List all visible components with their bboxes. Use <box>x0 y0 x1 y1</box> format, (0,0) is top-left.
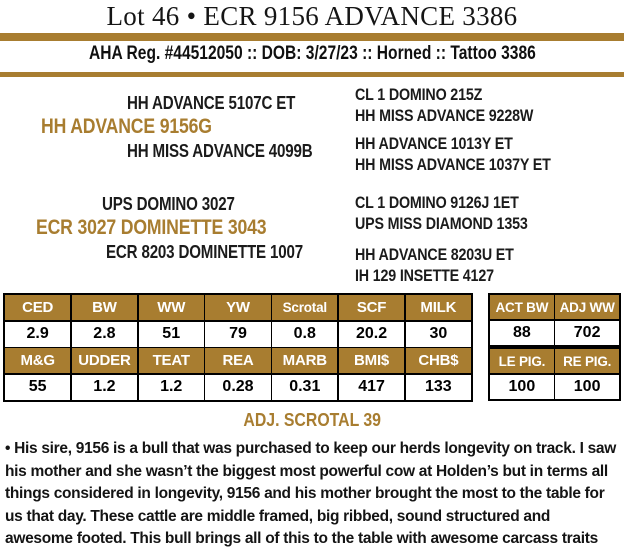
registration-line <box>0 43 624 65</box>
epd-header-marb: MARB <box>272 348 337 373</box>
epd-header-udder: UDDER <box>72 348 137 373</box>
epd-value-ww: 51 <box>139 322 204 347</box>
epd-header-chb: CHB$ <box>406 348 471 373</box>
epd-value-milk: 30 <box>406 322 471 347</box>
gold-divider-bottom <box>0 72 624 77</box>
lot-description: • His sire, 9156 is a bull that was purchased to keep our herds longevity on track. I saw his mother and she wasn’t the biggest most powerful cow at Holden’s but in terms all things considered in longevity, 9156 and his mother brought the most to the table for us that day. These cattle are middle framed, big ribbed, sound structured and awesome footed. This bull brings all of this to the table with awesome carcass traits <box>5 440 616 547</box>
registration-text: AHA Reg. #44512050 :: DOB: 3/27/23 :: Horned :: Tattoo 3386 <box>88 43 536 64</box>
dam-ancestor-2: UPS MISS DIAMOND 1353 <box>355 214 528 233</box>
epd-header-bmi: BMI$ <box>339 348 404 373</box>
epd-header-teat: TEAT <box>139 348 204 373</box>
sire-dam: HH MISS ADVANCE 4099B <box>127 141 313 161</box>
epd-header-scrotal: Scrotal <box>272 295 337 320</box>
side-value-act-bw: 88 <box>490 321 554 345</box>
epd-value-ced: 2.9 <box>5 322 70 347</box>
actual-weights-table <box>488 293 621 347</box>
epd-value-bmi: 417 <box>339 375 404 400</box>
dam-ancestor-1: CL 1 DOMINO 9126J 1ET <box>355 193 519 212</box>
lot-title: Lot 46 • ECR 9156 ADVANCE 3386 <box>106 1 518 31</box>
epd-value-teat: 1.2 <box>139 375 204 400</box>
sire-ancestor-2: HH MISS ADVANCE 9228W <box>355 106 534 125</box>
epd-value-scrotal: 0.8 <box>272 322 337 347</box>
dam-ancestor-3: HH ADVANCE 8203U ET <box>355 245 514 264</box>
sire-name: HH ADVANCE 9156G <box>41 115 212 138</box>
side-value-le-pig: 100 <box>490 375 554 399</box>
sire-ancestor-4: HH MISS ADVANCE 1037Y ET <box>355 155 551 174</box>
side-value-adj-ww: 702 <box>555 321 619 345</box>
epd-header-scf: SCF <box>339 295 404 320</box>
epd-header-mg: M&G <box>5 348 70 373</box>
adj-scrotal-text: ADJ. SCROTAL 39 <box>243 410 381 430</box>
epd-value-bw: 2.8 <box>72 322 137 347</box>
epd-value-rea: 0.28 <box>205 375 270 400</box>
epd-header-ced: CED <box>5 295 70 320</box>
dam-sire: UPS DOMINO 3027 <box>102 194 235 214</box>
epd-header-ww: WW <box>139 295 204 320</box>
dam-ancestor-4: IH 129 INSETTE 4127 <box>355 266 494 285</box>
side-value-re-pig: 100 <box>555 375 619 399</box>
pigmentation-table <box>488 347 621 401</box>
side-header-le-pig: LE PIG. <box>490 349 554 373</box>
sire-ancestor-3: HH ADVANCE 1013Y ET <box>355 134 513 153</box>
side-header-adj-ww: ADJ WW <box>555 295 619 319</box>
epd-table <box>3 293 473 402</box>
epd-value-scf: 20.2 <box>339 322 404 347</box>
gold-divider-top <box>0 33 624 41</box>
epd-header-rea: REA <box>205 348 270 373</box>
dam-name: ECR 3027 DOMINETTE 3043 <box>36 216 267 239</box>
adj-scrotal-line <box>0 410 624 431</box>
dam-dam: ECR 8203 DOMINETTE 1007 <box>106 242 303 262</box>
epd-value-yw: 79 <box>205 322 270 347</box>
epd-value-marb: 0.31 <box>272 375 337 400</box>
epd-header-yw: YW <box>205 295 270 320</box>
epd-value-mg: 55 <box>5 375 70 400</box>
side-header-act-bw: ACT BW <box>490 295 554 319</box>
sire-sire: HH ADVANCE 5107C ET <box>127 93 296 113</box>
epd-value-udder: 1.2 <box>72 375 137 400</box>
epd-header-milk: MILK <box>406 295 471 320</box>
epd-header-bw: BW <box>72 295 137 320</box>
sire-ancestor-1: CL 1 DOMINO 215Z <box>355 85 483 104</box>
epd-value-chb: 133 <box>406 375 471 400</box>
side-header-re-pig: RE PIG. <box>555 349 619 373</box>
